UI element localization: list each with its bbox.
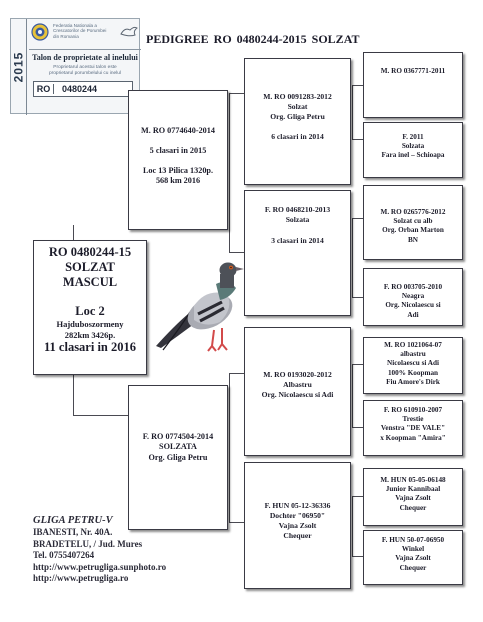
gen3-line4: 100% Koopman <box>387 368 439 377</box>
pigeon-icon <box>150 248 245 358</box>
gen3-line4: Adi <box>407 310 419 319</box>
gen3-line2: albastru <box>400 350 426 359</box>
dam-line3: Org. Gliga Petru <box>148 452 208 462</box>
subject-sex: MASCUL <box>62 275 118 289</box>
gen3-line4: Chequer <box>399 563 427 572</box>
connector <box>229 373 230 522</box>
gen3-line3: Vajna Zsolt <box>395 494 431 503</box>
subject-name: SOLZAT <box>65 260 115 274</box>
gen2-line2: Albastru <box>283 379 312 389</box>
ticket-federation-line3: din Romania <box>53 33 79 39</box>
connector <box>229 93 244 94</box>
ancestor-card <box>363 52 463 118</box>
ticket-year: 2015 <box>11 51 26 83</box>
connector <box>352 496 363 497</box>
grandsire-maternal-card <box>244 327 351 456</box>
ancestor-card <box>363 268 463 326</box>
connector <box>352 218 363 219</box>
gen2-ring: M. RO 0091283-2012 <box>263 92 332 101</box>
dove-emblem-icon <box>119 24 139 39</box>
connector <box>352 85 363 86</box>
gen3-ring: F. 2011 <box>402 133 424 141</box>
gen3-ring: F. RO 610910-2007 <box>383 406 443 414</box>
dam-ring: F. RO 0774504-2014 <box>142 432 214 441</box>
connector <box>352 364 353 427</box>
ticket-ring-field <box>33 81 133 97</box>
subject-classes: 11 clasari in 2016 <box>43 340 137 354</box>
gen3-line2: Winkel <box>401 545 425 554</box>
sire-ring: M. RO 0774640-2014 <box>141 126 215 135</box>
ticket-title: Talon de proprietate al inelului <box>32 53 138 62</box>
breeder-website-1[interactable]: http://www.petrugliga.sunphoto.ro <box>33 561 167 572</box>
gen3-line3: Vajna Zsolt <box>395 554 431 563</box>
gen3-ring: M. RO 0265776-2012 <box>380 208 446 216</box>
connector <box>73 415 128 416</box>
subject-card <box>33 240 147 375</box>
connector <box>352 218 353 297</box>
gen3-ring: M. RO 0367771-2011 <box>380 67 446 75</box>
ancestor-card <box>363 122 463 178</box>
sire-card <box>128 90 228 230</box>
ticket-federation-line2: Crescatorilor de Porumbei <box>53 28 107 34</box>
gen2-line2: Solzata <box>285 214 310 224</box>
ancestor-card <box>363 468 463 526</box>
ticket-divider <box>29 49 141 50</box>
breeder-address-line2: BRADETELU, / Jud. Mures <box>33 538 143 549</box>
connector <box>352 556 363 557</box>
gen3-line2: Junior Kannibaal <box>385 485 441 494</box>
ticket-federation-line1: Federatia Nationala a <box>53 23 97 28</box>
gen3-ring: M. HUN 05-05-06148 <box>380 476 446 484</box>
connector <box>352 139 363 140</box>
federation-seal-icon <box>31 23 49 41</box>
subject-ring: RO 0480244-15 <box>48 245 132 259</box>
connector <box>352 427 363 428</box>
breeder-website-2[interactable]: http://www.petrugliga.ro <box>33 573 129 584</box>
gen3-ring: F. RO 003705-2010 <box>383 283 443 291</box>
gen3-line3: Nicolaescu si Adi <box>387 359 439 368</box>
connector <box>73 375 74 415</box>
gen2-line3: Org. Gliga Petru <box>270 111 325 121</box>
ring-ownership-ticket <box>10 18 140 114</box>
ticket-note2: proprietarul porumbelului cu inelul <box>49 71 121 76</box>
subject-race: Hajduboszormeny <box>56 319 124 329</box>
sire-line3: Loc 13 Pilica 1320p. <box>142 165 214 175</box>
connector <box>229 373 244 374</box>
gen3-line2: Trestie <box>402 415 424 424</box>
gen3-ring: F. HUN 50-07-06950 <box>381 536 445 544</box>
ancestor-card <box>363 185 463 260</box>
ticket-ring-number: 0480244 <box>62 84 98 94</box>
page-title: PEDIGREE RO 0480244-2015 SOLZAT <box>146 32 360 46</box>
gen3-line4: BN <box>408 235 418 244</box>
sire-line4: 568 km 2016 <box>155 175 201 185</box>
sire-line2: 5 clasari in 2015 <box>149 146 207 156</box>
gen3-line4: x Koopman "Amira" <box>380 433 446 442</box>
gen2-ring: F. HUN 05-12-36336 <box>264 501 331 510</box>
gen3-line3: Org. Nicolaescu si <box>385 301 441 310</box>
breeder-phone: Tel. 0755407264 <box>33 550 95 561</box>
gen2-line4: 6 clasari in 2014 <box>271 131 324 141</box>
gen2-line3: Vajna Zsolt <box>278 520 317 530</box>
connector <box>73 225 74 240</box>
gen3-line3: Org. Orban Marton <box>382 226 444 235</box>
ancestor-card <box>363 337 463 394</box>
subject-result: Loc 2 <box>75 304 105 318</box>
gen3-line4: Chequer <box>399 503 427 512</box>
gen2-ring: F. RO 0468210-2013 <box>264 205 331 214</box>
connector <box>229 93 230 252</box>
ticket-year-strip <box>11 19 27 115</box>
gen3-line3: Venstra "DE VALE" <box>380 424 446 433</box>
gen2-line3: Org. Nicolaescu si Adi <box>261 389 334 399</box>
connector <box>352 85 353 139</box>
gen2-line4: Chequer <box>283 530 312 540</box>
gen3-line3: Fara inel – Schioapa <box>381 151 445 160</box>
subject-distance: 282km 3426p. <box>64 329 116 340</box>
ticket-note1: Proprietarul acestui talon este <box>53 65 117 70</box>
connector <box>352 297 363 298</box>
breeder-name: GLIGA PETRU-V <box>33 515 113 526</box>
gen3-line2: Solzata <box>401 142 425 151</box>
dam-line2: SOLZATA <box>159 442 197 452</box>
gen3-line2: Solzat cu alb <box>393 217 433 226</box>
gen2-line2: Solzat <box>287 101 308 111</box>
grandsire-paternal-card <box>244 58 351 185</box>
connector <box>352 364 363 365</box>
ancestor-card <box>363 530 463 585</box>
ancestor-card <box>363 400 463 456</box>
dam-card <box>128 385 228 530</box>
granddam-paternal-card <box>244 190 351 316</box>
breeder-address-line1: IBANESTI, Nr. 40A. <box>33 527 113 537</box>
gen2-line2: Dochter "06950" <box>269 510 326 520</box>
connector <box>352 496 353 556</box>
gen2-line3: 3 clasari in 2014 <box>271 235 324 245</box>
breeder-contact <box>33 514 263 585</box>
gen3-ring: M. RO 1021064-07 <box>384 341 442 349</box>
ticket-country: RO <box>34 84 54 94</box>
gen3-line2: Neagra <box>401 292 425 301</box>
gen3-line5: Fiu Amore's Dirk <box>386 377 440 386</box>
gen2-ring: M. RO 0193020-2012 <box>263 370 332 379</box>
